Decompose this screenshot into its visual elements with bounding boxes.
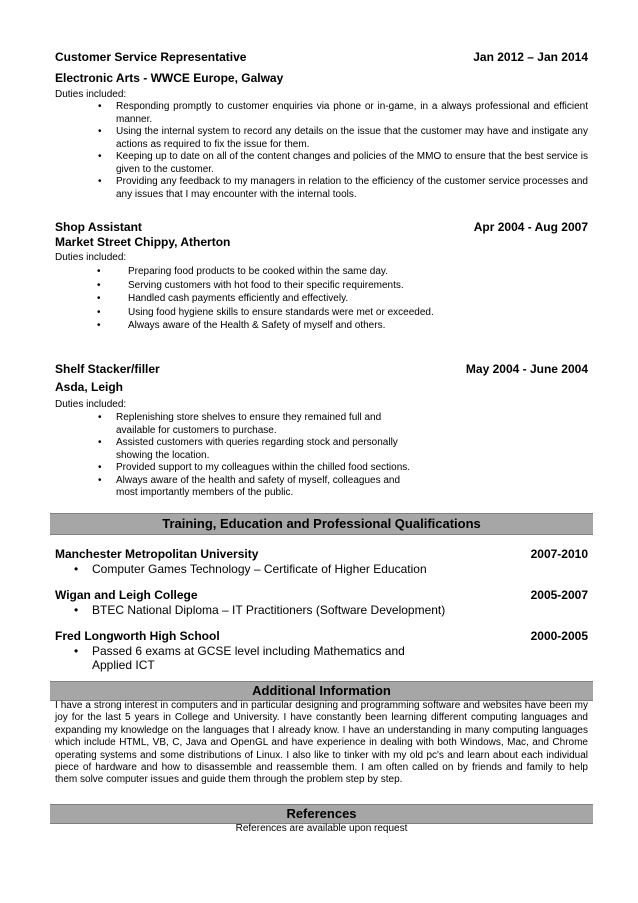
list-item: • Using food hygiene skills to ensure standards were met or exceeded. bbox=[97, 306, 434, 318]
list-item: • Using the internal system to record any details on the issue that the customer may have and instigate any actions as required to fix the issue for them. bbox=[98, 126, 588, 150]
bullet-icon: • bbox=[98, 176, 102, 187]
job-title: Shop Assistant bbox=[55, 220, 142, 234]
school-name: Fred Longworth High School bbox=[55, 629, 220, 643]
bullet-icon: • bbox=[98, 412, 102, 423]
job-header bbox=[55, 362, 588, 377]
bullet-icon: • bbox=[74, 562, 79, 576]
bullet-icon: • bbox=[97, 266, 101, 277]
references-heading: References bbox=[50, 804, 593, 824]
job-organisation: Asda, Leigh bbox=[55, 380, 124, 394]
duties-list bbox=[98, 101, 588, 201]
bullet-icon: • bbox=[98, 101, 102, 112]
duties-list bbox=[97, 265, 588, 333]
duties-label: Duties included: bbox=[55, 252, 127, 263]
list-item: • Always aware of the Health & Safety of myself and others. bbox=[97, 320, 386, 331]
duties-label: Duties included: bbox=[55, 89, 127, 100]
duties-label: Duties included: bbox=[55, 399, 127, 410]
job-shelf-stacker bbox=[55, 362, 588, 500]
bullet-icon: • bbox=[98, 151, 102, 162]
bullet-icon: • bbox=[98, 462, 102, 473]
bullet-icon: • bbox=[97, 293, 101, 304]
school-name: Wigan and Leigh College bbox=[55, 588, 198, 602]
job-organisation: Electronic Arts - WWCE Europe, Galway bbox=[55, 71, 284, 85]
bullet-icon: • bbox=[97, 279, 101, 291]
list-item: • Keeping up to date on all of the content changes and policies of the MMO to ensure that the best service is given to the customer. bbox=[98, 151, 588, 175]
qualification: • BTEC National Diploma – IT Practitioners (Software Development) bbox=[74, 603, 446, 617]
additional-info-text: I have a strong interest in computers and in particular designing and programming software and websites have been my joy for the last 5 years in College and University. I have constantly been learning different computing languages and expanding my knowledge on the languages that I already know. I have an understanding in many computing languages which include HTML, VB, C, Java and OpenGL and have experience in dealing with both Windows, Mac, and Chrome operating systems and some distributions of Linux. I also like to tinker with my old pc's and learn about each individual piece of hardware and how to disassemble and reassemble them. I am often called on by friends and family to help them solve computer issues and guide them through the problem step by step. bbox=[55, 700, 588, 786]
list-item: • Provided support to my colleagues within the chilled food sections. bbox=[98, 462, 411, 473]
job-organisation: Market Street Chippy, Atherton bbox=[55, 235, 231, 249]
job-header bbox=[55, 220, 588, 235]
education-heading: Training, Education and Professional Qualifications bbox=[50, 513, 593, 535]
references-text: References are available upon request bbox=[235, 823, 408, 834]
additional-info-heading: Additional Information bbox=[50, 681, 593, 701]
bullet-icon: • bbox=[98, 437, 102, 448]
bullet-icon: • bbox=[98, 474, 102, 486]
education-dates: 2000-2005 bbox=[530, 629, 588, 643]
list-item: • Providing any feedback to my managers in relation to the efficiency of the customer service processes and any issues that I may encounter with the internal tools. bbox=[98, 176, 588, 200]
education-item bbox=[55, 547, 588, 576]
job-shop-assistant bbox=[55, 220, 588, 333]
list-item: • Serving customers with hot food to their specific requirements. bbox=[97, 279, 404, 291]
bullet-icon: • bbox=[97, 306, 101, 318]
job-customer-service bbox=[55, 50, 588, 201]
job-header bbox=[55, 50, 588, 65]
duties-list bbox=[98, 412, 411, 500]
list-item: • Preparing food products to be cooked within the same day. bbox=[97, 266, 388, 277]
bullet-icon: • bbox=[98, 126, 102, 137]
education-item bbox=[55, 588, 588, 617]
list-item: • Always aware of the health and safety of myself, colleagues and most importantly members of the public. bbox=[98, 474, 401, 498]
education-dates: 2005-2007 bbox=[530, 588, 588, 602]
school-name: Manchester Metropolitan University bbox=[55, 547, 259, 561]
list-item: • Responding promptly to customer enquiries via phone or in-game, in a always professional and efficient manner. bbox=[98, 101, 588, 125]
qualification: • Passed 6 exams at GCSE level including Mathematics and Applied ICT bbox=[74, 644, 405, 672]
qualification: • Computer Games Technology – Certificate of Higher Education bbox=[74, 562, 427, 576]
job-dates: Apr 2004 - Aug 2007 bbox=[473, 220, 588, 234]
education-dates: 2007-2010 bbox=[530, 547, 588, 561]
job-dates: May 2004 - June 2004 bbox=[465, 362, 588, 376]
education-section bbox=[55, 547, 588, 672]
job-dates: Jan 2012 – Jan 2014 bbox=[473, 50, 588, 64]
bullet-icon: • bbox=[74, 603, 79, 617]
job-title: Customer Service Representative bbox=[55, 50, 247, 64]
bullet-icon: • bbox=[97, 320, 101, 331]
list-item: • Handled cash payments efficiently and effectively. bbox=[97, 293, 349, 304]
job-title: Shelf Stacker/filler bbox=[55, 362, 160, 376]
list-item: • Assisted customers with queries regarding stock and personally showing the location. bbox=[98, 437, 398, 461]
list-item: • Replenishing store shelves to ensure they remained full and available for customers to purchase. bbox=[98, 412, 382, 436]
education-item bbox=[55, 629, 588, 672]
bullet-icon: • bbox=[74, 644, 79, 658]
